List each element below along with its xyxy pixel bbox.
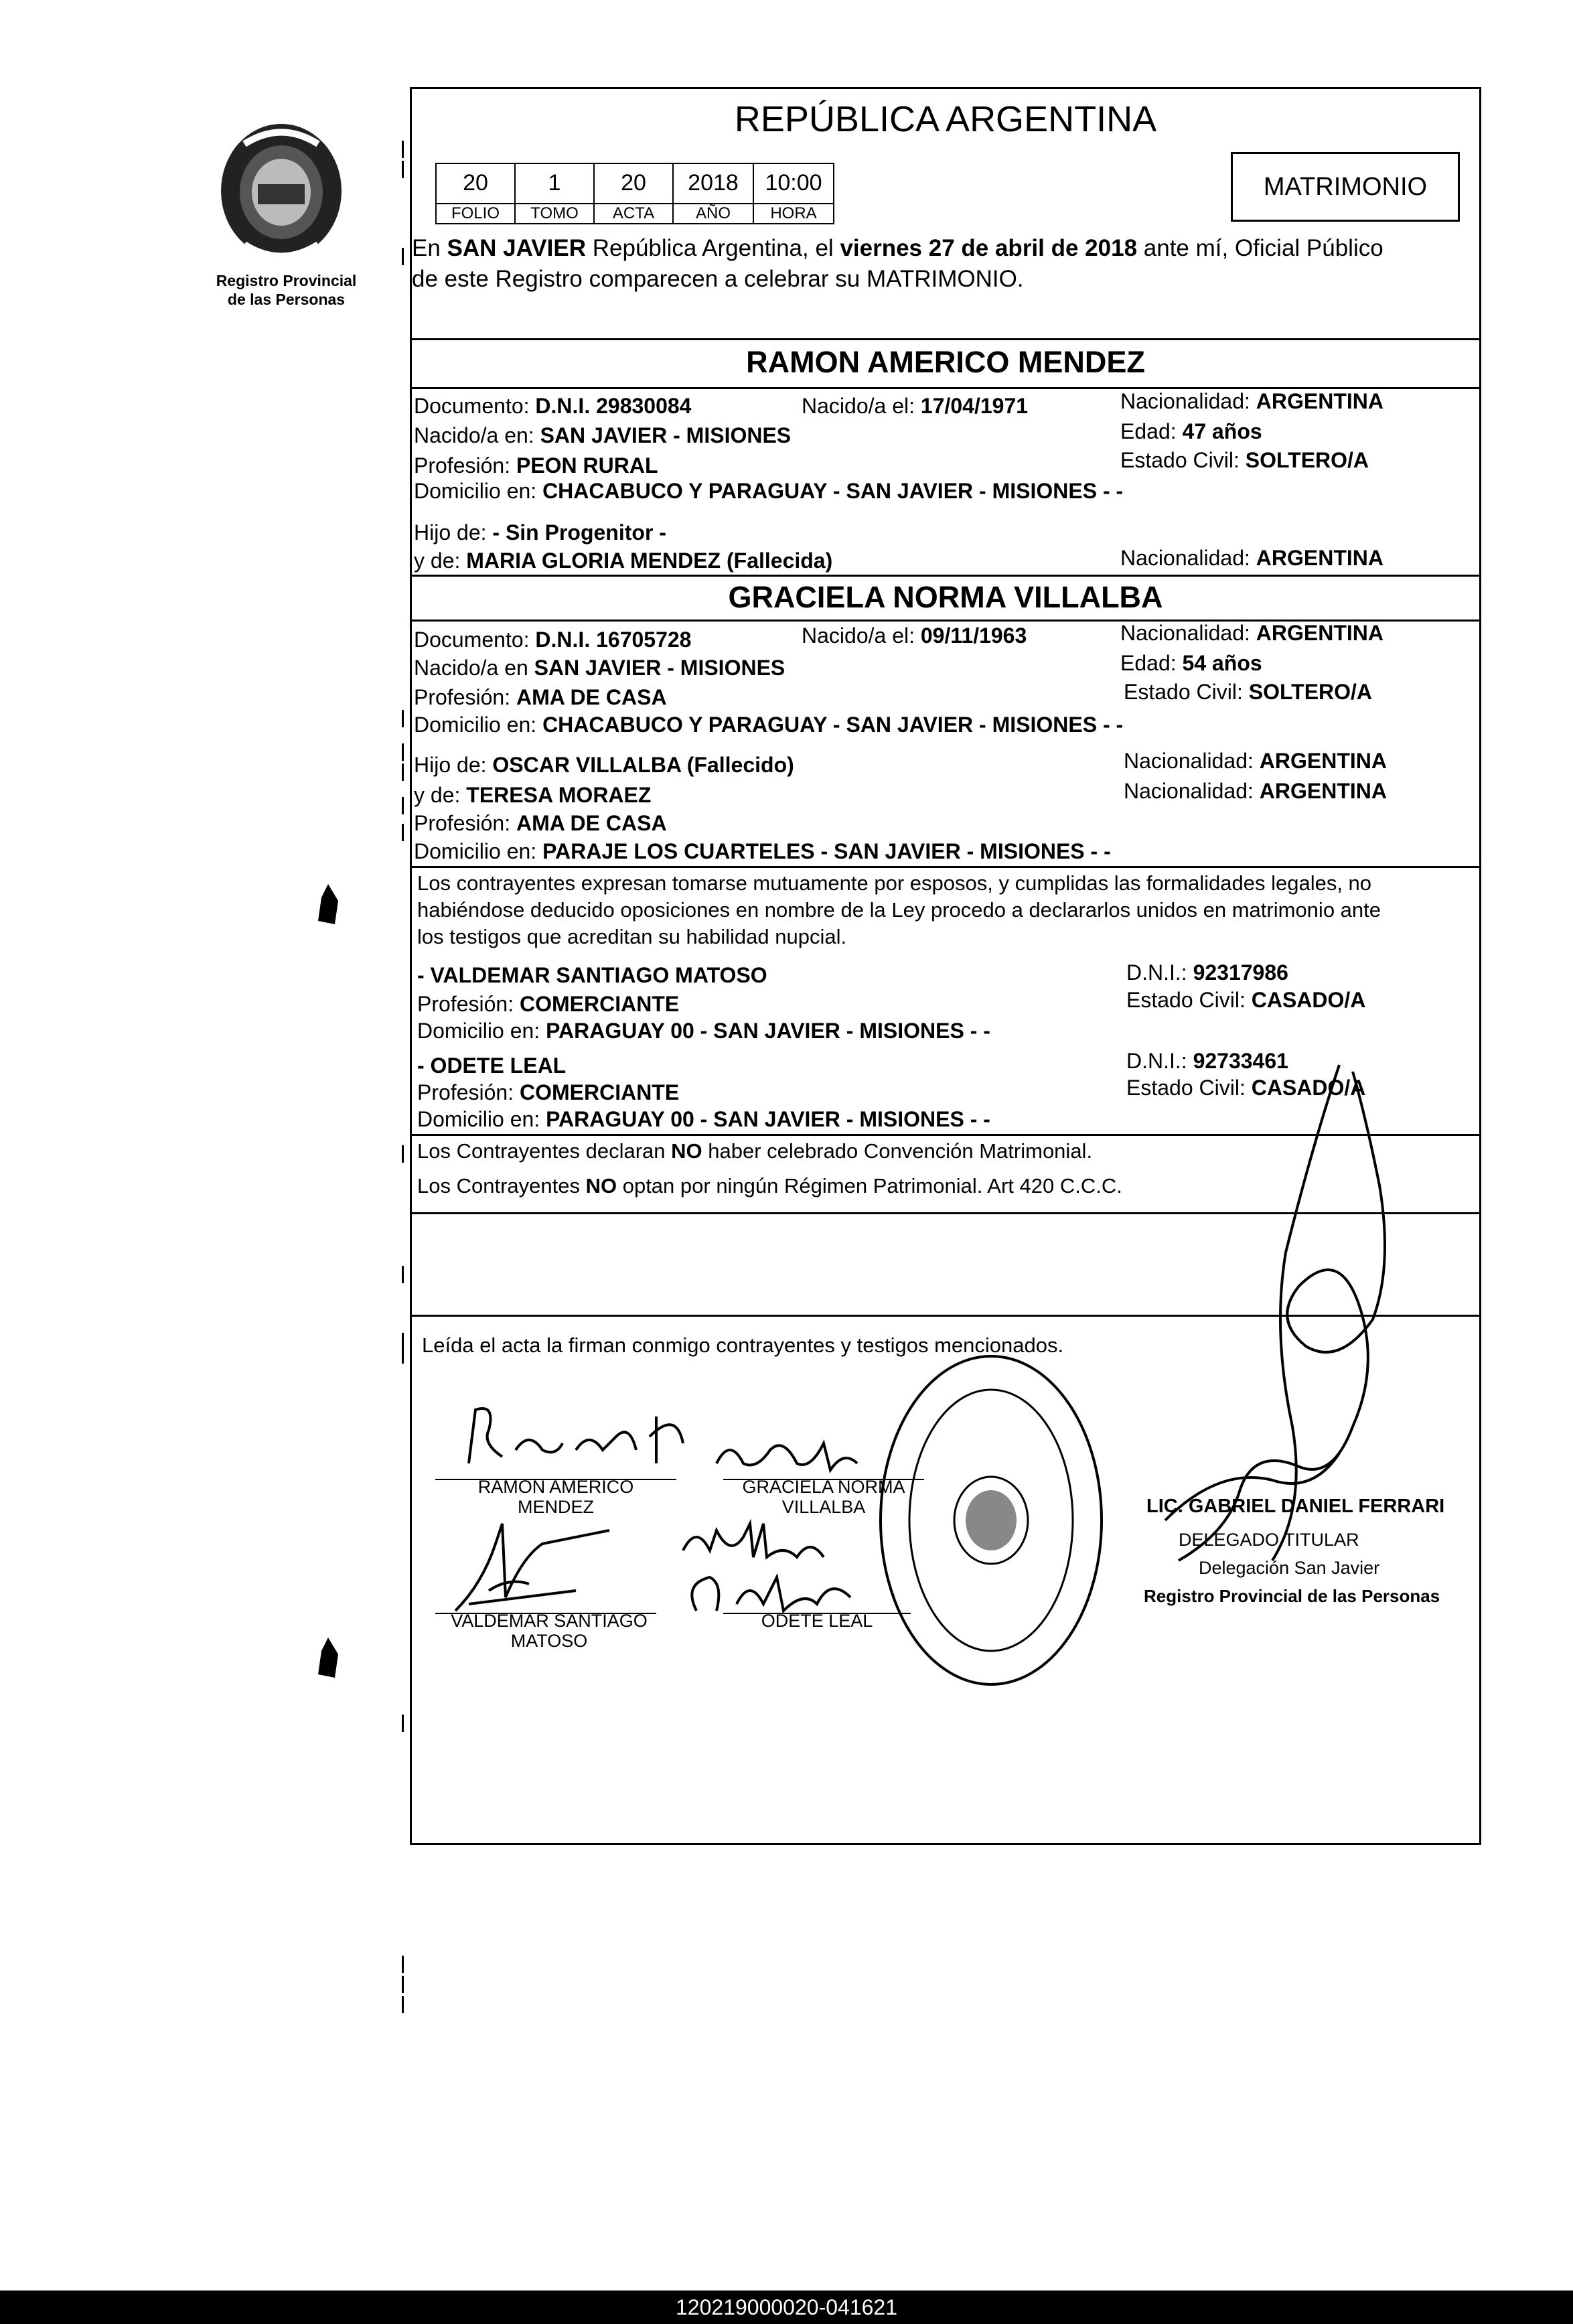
intro-line2: de este Registro comparecen a celebrar su MATRIMONIO.: [412, 266, 1024, 292]
spouse1-mother: y de: MARIA GLORIA MENDEZ (Fallecida): [414, 549, 833, 573]
signature-valdemar-matoso: [442, 1517, 629, 1624]
convention-line2: Los Contrayentes NO optan por ningún Régimen Patrimonial. Art 420 C.C.C.: [417, 1174, 1122, 1197]
ref-folio-value: 20: [435, 163, 516, 204]
spouse2-birthdate: Nacido/a el: 09/11/1963: [802, 624, 1027, 648]
spouse2-father: Hijo de: OSCAR VILLALBA (Fallecido): [414, 753, 794, 777]
punch-hole-mark: [311, 1634, 345, 1681]
convention-line1: Los Contrayentes declaran NO haber celebrado Convención Matrimonial.: [417, 1139, 1093, 1163]
spouse1-birthdate: Nacido/a el: 17/04/1971: [802, 394, 1029, 418]
signature-label-ramon-2: MENDEZ: [518, 1497, 594, 1517]
spouse2-mother-address: Domicilio en: PARAJE LOS CUARTELES - SAN JAVIER - MISIONES - -: [414, 839, 1111, 863]
divider: [410, 866, 1481, 868]
ref-hora-value: 10:00: [753, 163, 834, 204]
signature-label-valdemar-1: VALDEMAR SANTIAGO: [451, 1611, 648, 1631]
spouse2-birthplace: Nacido/a en SAN JAVIER - MISIONES: [414, 656, 785, 680]
spouse2-civil-status: Estado Civil: SOLTERO/A: [1124, 680, 1373, 704]
ref-tomo-label: TOMO: [514, 203, 595, 224]
signature-label-valdemar-2: MATOSO: [510, 1631, 588, 1651]
spouse1-father: Hijo de: - Sin Progenitor -: [414, 520, 666, 544]
witness2-dni: D.N.I.: 92733461: [1126, 1049, 1288, 1073]
official-title: DELEGADO TITULAR: [1179, 1530, 1359, 1550]
intro-line1: En SAN JAVIER República Argentina, el viernes 27 de abril de 2018 ante mí, Oficial Público: [412, 235, 1383, 261]
spouse1-name: RAMON AMERICO MENDEZ: [746, 345, 1145, 379]
spouse1-profession: Profesión: PEON RURAL: [414, 453, 658, 478]
witness2-address: Domicilio en: PARAGUAY 00 - SAN JAVIER - MISIONES - -: [417, 1107, 990, 1131]
spouse1-nationality: Nacionalidad: ARGENTINA: [1120, 389, 1384, 413]
signature-label-graciela-1: GRACIELA NORMA: [742, 1477, 905, 1497]
registry-stamp: [871, 1346, 1112, 1694]
ref-hora-label: HORA: [753, 203, 834, 224]
spouse2-age: Edad: 54 años: [1120, 651, 1262, 675]
spouse1-age: Edad: 47 años: [1120, 419, 1262, 443]
ref-acta-label: ACTA: [593, 203, 674, 224]
spouse1-civil-status: Estado Civil: SOLTERO/A: [1120, 448, 1369, 472]
spouse2-name: GRACIELA NORMA VILLALBA: [728, 580, 1163, 614]
spouse2-address: Domicilio en: CHACABUCO Y PARAGUAY - SAN JAVIER - MISIONES - -: [414, 713, 1124, 737]
signature-ramon-mendez: [455, 1396, 737, 1477]
ref-acta-value: 20: [593, 163, 674, 204]
signature-graciela-villalba: [710, 1423, 871, 1477]
witness2-civil-status: Estado Civil: CASADO/A: [1126, 1076, 1366, 1100]
logo-caption-line2: de las Personas: [227, 291, 346, 308]
logo-caption-line1: Registro Provincial: [216, 272, 357, 289]
signature-odete-leal: [670, 1510, 891, 1624]
signature-label-graciela-2: VILLALBA: [781, 1497, 866, 1517]
witness1-address: Domicilio en: PARAGUAY 00 - SAN JAVIER - MISIONES - -: [417, 1019, 990, 1043]
ref-folio-label: FOLIO: [435, 203, 516, 224]
declaration-line1: Los contrayentes expresan tomarse mutuamente por esposos, y cumplidas las formalidades legales, no: [417, 871, 1372, 895]
closing-text: Leída el acta la firman conmigo contrayentes y testigos mencionados.: [422, 1333, 1064, 1357]
spouse2-mother-nationality: Nacionalidad: ARGENTINA: [1124, 779, 1388, 803]
page-title: REPÚBLICA ARGENTINA: [734, 99, 1157, 139]
declaration-line3: los testigos que acreditan su habilidad nupcial.: [417, 925, 847, 948]
punch-hole-mark: [311, 881, 345, 928]
divider: [410, 575, 1481, 577]
doc-type-box: [1231, 152, 1460, 222]
witness2-profession: Profesión: COMERCIANTE: [417, 1080, 680, 1104]
declaration-line2: habiéndose deducido oposiciones en nombre de la Ley procedo a declararlos unidos en matrimonio ante: [417, 898, 1381, 922]
witness2-name: - ODETE LEAL: [417, 1054, 567, 1078]
spouse2-mother-profession: Profesión: AMA DE CASA: [414, 811, 667, 835]
spouse1-document: Documento: D.N.I. 29830084: [414, 394, 692, 418]
spouse2-profession: Profesión: AMA DE CASA: [414, 685, 667, 709]
signature-label-ramon-1: RAMON AMERICO: [477, 1477, 634, 1497]
witness1-civil-status: Estado Civil: CASADO/A: [1126, 988, 1366, 1012]
witness1-dni: D.N.I.: 92317986: [1126, 960, 1288, 985]
ref-ano-value: 2018: [672, 163, 754, 204]
divider: [410, 338, 1481, 340]
spouse1-birthplace: Nacido/a en: SAN JAVIER - MISIONES: [414, 423, 792, 447]
ref-tomo-value: 1: [514, 163, 595, 204]
spouse2-document: Documento: D.N.I. 16705728: [414, 628, 692, 652]
signature-label-odete: ODETE LEAL: [761, 1611, 873, 1631]
spouse1-address: Domicilio en: CHACABUCO Y PARAGUAY - SAN JAVIER - MISIONES - -: [414, 479, 1124, 503]
official-name: LIC. GABRIEL DANIEL FERRARI: [1146, 1496, 1445, 1517]
ref-ano-label: AÑO: [672, 203, 754, 224]
spouse1-mother-nationality: Nacionalidad: ARGENTINA: [1120, 546, 1384, 570]
doc-type-label: MATRIMONIO: [1263, 173, 1428, 201]
spouse2-nationality: Nacionalidad: ARGENTINA: [1120, 621, 1384, 645]
official-registry: Registro Provincial de las Personas: [1144, 1586, 1440, 1606]
witness1-profession: Profesión: COMERCIANTE: [417, 992, 680, 1016]
witness1-name: - VALDEMAR SANTIAGO MATOSO: [417, 963, 767, 987]
barcode-text: 120219000020-041621: [0, 2291, 1573, 2324]
official-delegation: Delegación San Javier: [1199, 1558, 1380, 1578]
spouse2-father-nationality: Nacionalidad: ARGENTINA: [1124, 749, 1388, 773]
spouse2-mother: y de: TERESA MORAEZ: [414, 783, 652, 807]
provincial-seal-logo: [204, 117, 358, 278]
